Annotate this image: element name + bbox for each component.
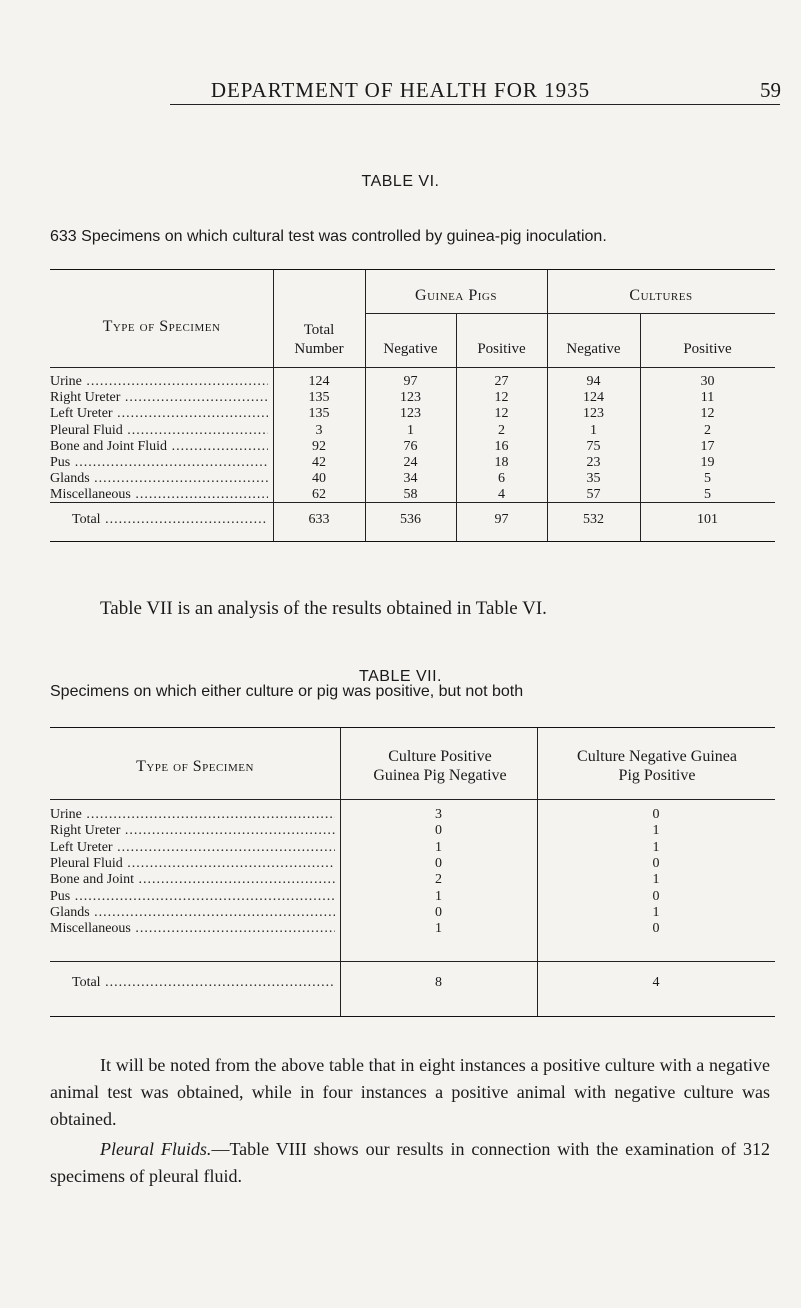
table7-cell-b: 0 bbox=[652, 921, 660, 937]
table7-top-rule bbox=[50, 727, 775, 728]
table7-total-b: 4 bbox=[652, 975, 660, 990]
table6-row bbox=[0, 405, 801, 422]
pleural-fluids-paragraph bbox=[50, 1136, 770, 1190]
table6-row bbox=[0, 389, 801, 406]
table6-total-row bbox=[0, 511, 801, 528]
table6-bottom-rule bbox=[50, 541, 775, 542]
table6-total-cul-neg: 532 bbox=[583, 512, 604, 527]
table6-group-pigs: Guinea Pigs bbox=[415, 287, 497, 304]
page-number: 59 bbox=[760, 78, 781, 102]
table6-row-label: Left Ureter ..... bbox=[50, 405, 268, 422]
table6-cell-cul-pos: 5 bbox=[704, 487, 711, 503]
table6-cell-pig-neg: 58 bbox=[403, 487, 418, 503]
table7-cell-b: 1 bbox=[652, 904, 660, 920]
table7-row bbox=[0, 920, 801, 937]
table7-row-label: Glands ..... bbox=[50, 904, 335, 921]
table6-row-label: Pleural Fluid ..... bbox=[50, 422, 268, 439]
table6-cell-pig-pos: 18 bbox=[494, 455, 509, 470]
table7-bottom-rule bbox=[50, 1016, 775, 1017]
table7-col-b: Culture Negative Guinea Pig Positive bbox=[577, 748, 737, 784]
table6-cultures-group-rule bbox=[547, 313, 775, 314]
table6-col-cul-neg: Negative bbox=[566, 341, 621, 357]
table7-total-row bbox=[0, 974, 801, 991]
table6-cell-pig-pos: 4 bbox=[498, 487, 505, 503]
table7-row-label: Pus ..... bbox=[50, 888, 335, 905]
table7-row bbox=[0, 888, 801, 905]
header-rule bbox=[170, 104, 780, 105]
table6-cell-total: 124 bbox=[308, 374, 330, 389]
table6-cell-total: 42 bbox=[312, 455, 326, 470]
table6-col-type: Type of Specimen bbox=[102, 318, 221, 335]
table6-col-cul-pos: Positive bbox=[683, 341, 732, 357]
table6-cell-pig-pos: 6 bbox=[498, 471, 505, 487]
table6-cell-pig-neg: 76 bbox=[403, 438, 418, 454]
table6-cell-pig-neg: 34 bbox=[403, 471, 418, 487]
table6-cell-cul-neg: 23 bbox=[586, 455, 601, 470]
table6-cell-total: 135 bbox=[308, 406, 330, 422]
table6-header-rule bbox=[50, 367, 775, 368]
table6-cell-total: 62 bbox=[312, 487, 326, 503]
table7-intro: Table VII is an analysis of the results obtained in Table VI. bbox=[100, 598, 547, 619]
table7-cell-b: 0 bbox=[652, 888, 660, 904]
table7-row bbox=[0, 855, 801, 872]
table7-cell-b: 1 bbox=[652, 823, 660, 839]
pleural-fluids-heading: Pleural Fluids. bbox=[100, 1139, 212, 1159]
table7-row bbox=[0, 822, 801, 839]
table6-col-pig-neg: Negative bbox=[383, 341, 438, 357]
table7-caption: Specimens on which either culture or pig was positive, but not both bbox=[50, 683, 524, 700]
table6-row-label: Bone and Joint Fluid ..... bbox=[50, 438, 268, 455]
table6-row bbox=[0, 373, 801, 390]
table6-row-label: Glands ..... bbox=[50, 470, 268, 487]
table6-cell-cul-neg: 35 bbox=[586, 471, 601, 487]
table7-cell-a: 0 bbox=[435, 823, 442, 839]
table7-row-label: Urine ..... bbox=[50, 806, 335, 823]
table6-caption: 633 Specimens on which cultural test was controlled by guinea-pig inoculation. bbox=[50, 228, 607, 245]
table6-total-total: 633 bbox=[308, 512, 330, 527]
table6-col-pig-pos: Positive bbox=[477, 341, 526, 357]
table6-cell-pig-pos: 12 bbox=[494, 390, 509, 406]
table7-total-a: 8 bbox=[435, 975, 442, 990]
table7-row-label: Miscellaneous ..... bbox=[50, 920, 335, 937]
table6-title: TABLE VI. bbox=[361, 173, 440, 190]
table7-cell-a: 1 bbox=[435, 888, 442, 904]
table7-cell-b: 0 bbox=[652, 855, 660, 871]
table6-cell-pig-pos: 27 bbox=[494, 374, 509, 389]
table7-title: TABLE VII. bbox=[359, 668, 442, 685]
table6-cell-total: 3 bbox=[315, 422, 323, 438]
table6-top-rule bbox=[50, 269, 775, 270]
table6-total-pig-neg: 536 bbox=[400, 512, 421, 527]
table6-cell-cul-neg: 57 bbox=[586, 487, 601, 503]
table6-cell-cul-pos: 30 bbox=[700, 374, 715, 389]
table7-row bbox=[0, 904, 801, 921]
table6-cell-cul-pos: 12 bbox=[700, 406, 715, 422]
table6-cell-cul-pos: 17 bbox=[700, 438, 715, 454]
table7-row bbox=[0, 839, 801, 856]
table6-row-label: Right Ureter ..... bbox=[50, 389, 268, 406]
table6-group-cultures: Cultures bbox=[629, 287, 693, 304]
table7-cell-a: 1 bbox=[435, 839, 442, 855]
table7-col-a: Culture Positive Guinea Pig Negative bbox=[373, 748, 507, 784]
table7-cell-b: 0 bbox=[652, 807, 660, 822]
table6-row bbox=[0, 470, 801, 487]
table7-row-label: Left Ureter ..... bbox=[50, 839, 335, 856]
table6-cell-cul-pos: 2 bbox=[704, 422, 711, 438]
table6-cell-cul-neg: 94 bbox=[586, 374, 601, 389]
table7-row bbox=[0, 871, 801, 888]
table7-col-type: Type of Specimen bbox=[136, 758, 254, 775]
table7-header-rule bbox=[50, 799, 775, 800]
table6-row-label: Pus ..... bbox=[50, 454, 268, 471]
table6-cell-cul-neg: 123 bbox=[583, 406, 604, 422]
table6-cell-pig-neg: 123 bbox=[400, 390, 421, 406]
table6-cell-pig-neg: 1 bbox=[407, 422, 414, 438]
table6-total-label: Total ..... bbox=[72, 511, 268, 528]
table7-cell-a: 1 bbox=[435, 921, 442, 937]
table6-cell-pig-pos: 2 bbox=[498, 422, 505, 438]
table7-total-rule bbox=[50, 961, 775, 962]
table6-cell-pig-pos: 12 bbox=[494, 406, 509, 422]
table6-row bbox=[0, 438, 801, 455]
page-header-title: DEPARTMENT OF HEALTH FOR 1935 bbox=[210, 78, 591, 102]
table6-cell-total: 135 bbox=[308, 390, 330, 406]
table7-row bbox=[0, 806, 801, 823]
table6-row-label: Miscellaneous ..... bbox=[50, 486, 268, 503]
table6-cell-cul-neg: 124 bbox=[583, 390, 604, 406]
pleural-fluids-text: —Table VIII shows our results in connection with the examination of 312 specimens of pleural fluid. bbox=[50, 1139, 770, 1186]
table6-cell-total: 40 bbox=[312, 471, 326, 487]
table6-cell-pig-neg: 24 bbox=[403, 455, 418, 470]
table6-cell-cul-pos: 5 bbox=[704, 471, 711, 487]
table7-row-label: Pleural Fluid ..... bbox=[50, 855, 335, 872]
table6-col-total: Total Number bbox=[294, 322, 344, 357]
table6-cell-pig-neg: 123 bbox=[400, 406, 421, 422]
table7-total-label: Total ..... bbox=[72, 974, 335, 991]
table7-cell-a: 2 bbox=[435, 872, 442, 888]
table6-total-pig-pos: 97 bbox=[494, 512, 509, 527]
table6-cell-pig-pos: 16 bbox=[494, 438, 509, 454]
table6-cell-pig-neg: 97 bbox=[403, 374, 418, 389]
table7-cell-b: 1 bbox=[652, 839, 660, 855]
table6-row bbox=[0, 486, 801, 503]
table7-row-label: Bone and Joint ..... bbox=[50, 871, 335, 888]
table6-cell-cul-neg: 75 bbox=[586, 438, 601, 454]
table6-cell-total: 92 bbox=[312, 438, 326, 454]
table6-cell-cul-pos: 19 bbox=[700, 455, 715, 470]
table7-cell-a: 0 bbox=[435, 904, 442, 920]
table6-row-label: Urine ..... bbox=[50, 373, 268, 390]
table6-row bbox=[0, 422, 801, 439]
table6-cell-cul-pos: 11 bbox=[700, 390, 715, 406]
table6-cell-cul-neg: 1 bbox=[590, 422, 597, 438]
table6-row bbox=[0, 454, 801, 471]
summary-paragraph: It will be noted from the above table that in eight instances a positive culture with a negative animal test was obtained, while in four instances a positive animal with negative culture was obtained. bbox=[50, 1055, 770, 1129]
table6-total-cul-pos: 101 bbox=[697, 512, 718, 527]
table7-cell-a: 0 bbox=[435, 855, 442, 871]
table7-cell-b: 1 bbox=[652, 872, 660, 888]
table7-cell-a: 3 bbox=[435, 807, 442, 822]
table7-row-label: Right Ureter ..... bbox=[50, 822, 335, 839]
